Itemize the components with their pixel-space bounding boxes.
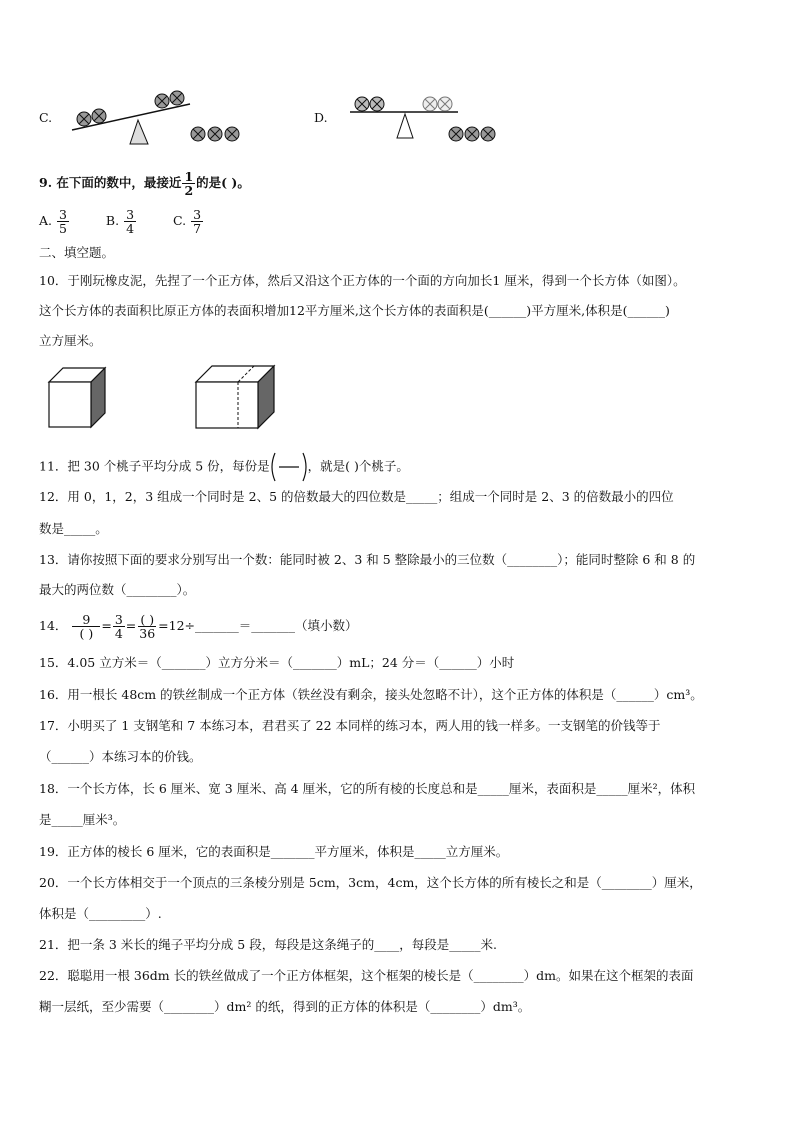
fraction [182, 170, 195, 197]
option-label: B. [105, 213, 120, 228]
question-10-line2: 这个长方体的表面积比原正方体的表面积增加12平方厘米,这个长方体的表面积是(______)平方厘米,体积是(______) [39, 303, 670, 318]
question-20-line1: 20．一个长方体相交于一个顶点的三条棱分别是 5cm，3cm，4cm，这个长方体的所有棱长之和是（________）厘米， [39, 875, 702, 890]
question-12-line2: 数是_____。 [39, 521, 108, 536]
question-9 [39, 170, 250, 197]
question-16: 16．用一根长 48cm 的铁丝制成一个正方体（铁丝没有剩余，接头处忽略不计），这个正方体的体积是（______）cm³。 [39, 687, 703, 702]
option-c[interactable] [173, 207, 204, 236]
fraction [191, 208, 203, 235]
question-17-line1: 17．小明买了 1 支钢笔和 7 本练习本，君君买了 22 本同样的练习本，两人用的钱一样多。一支钢笔的价钱等于 [39, 718, 661, 733]
cuboid-figure [196, 366, 276, 430]
balance-scale-c [70, 88, 255, 148]
fraction [72, 613, 100, 640]
fraction-numerator: 3 [114, 612, 123, 627]
question-9-options [39, 206, 204, 236]
fraction [113, 613, 125, 640]
question-text: 的是( )。 [196, 175, 250, 190]
option-label: C. [173, 213, 187, 228]
question-12-line1: 12．用 0，1，2，3 组成一个同时是 2、5 的倍数最大的四位数是_____；组成一个同时是 2、3 的倍数最小的四位 [39, 489, 674, 504]
fraction-numerator: 3 [193, 207, 202, 222]
fraction-denominator[interactable]: ( ) [79, 626, 94, 641]
fraction-denominator: 4 [114, 626, 123, 641]
question-number: 9. [39, 175, 53, 190]
question-22-line1: 22．聪聪用一根 36dm 长的铁丝做成了一个正方体框架，这个框架的棱长是（________）dm。如果在这个框架的表面 [39, 968, 694, 983]
fraction [57, 208, 69, 235]
question-14: 14． $\frac{9}{( )}$ = $\frac{3}{4}$ = $\frac{( )}{36}$ =12÷_______＝_______（填小数） [39, 612, 358, 641]
question-15: 15．4.05 立方米＝（_______）立方分米＝（_______）mL；24 分＝（______）小时 [39, 655, 515, 670]
option-b[interactable] [105, 207, 137, 236]
fraction-numerator[interactable]: ( ) [140, 612, 155, 627]
option-d-label: D. [314, 110, 328, 125]
fraction-numerator: 3 [59, 207, 67, 222]
question-17-line2: （______）本练习本的价钱。 [39, 749, 202, 764]
question-13-line1: 13．请你按照下面的要求分别写出一个数：能同时被 2、3 和 5 整除最小的三位数（________）；能同时整除 6 和 8 的 [39, 552, 696, 567]
weight-icon [449, 127, 495, 141]
question-text: =12÷_______＝_______（填小数） [158, 618, 358, 633]
question-13-line2: 最大的两位数（________）。 [39, 582, 196, 597]
section-title: 二、填空题。 [39, 245, 115, 260]
question-number: 14． [39, 618, 68, 633]
question-21: 21．把一条 3 米长的绳子平均分成 5 段，每段是这条绳子的____，每段是_____米. [39, 937, 497, 952]
weight-icon [191, 127, 239, 141]
question-22-line2: 糊一层纸，至少需要（________）dm² 的纸，得到的正方体的体积是（________）dm³。 [39, 999, 531, 1014]
balance-scale-d [348, 92, 508, 147]
question-text: ，就是( )个桃子。 [307, 458, 409, 474]
fraction-denominator: 36 [139, 626, 156, 641]
question-10-line1: 10．于刚玩橡皮泥，先捏了一个正方体，然后又沿这个正方体的一个面的方向加长1 厘米，得到一个长方体（如图）。 [39, 273, 686, 288]
option-a[interactable] [39, 207, 70, 236]
question-11 [39, 452, 409, 482]
question-20-line2: 体积是（_________）. [39, 906, 162, 921]
fraction-denominator: 7 [193, 221, 202, 236]
fraction [137, 613, 157, 640]
weight-icon [423, 97, 452, 111]
fraction [124, 208, 136, 235]
cube-figure [49, 368, 111, 430]
question-text: 11．把 30 个桃子平均分成 5 份，每份是 [39, 458, 270, 474]
question-10-line3: 立方厘米。 [39, 333, 102, 348]
weight-icon [355, 97, 384, 111]
question-text: 在下面的数中，最接近 [56, 175, 182, 190]
fraction-denominator: 4 [126, 221, 135, 236]
question-18-line2: 是_____厘米³。 [39, 812, 126, 827]
fraction-denominator: 2 [184, 183, 194, 198]
fraction-numerator: 1 [184, 169, 194, 184]
option-c-label: C. [39, 110, 53, 125]
weight-icon [155, 91, 184, 108]
question-19: 19．正方体的棱长 6 厘米，它的表面积是_______平方厘米，体积是_____立方厘米。 [39, 844, 509, 859]
fraction-denominator: 5 [59, 221, 67, 236]
fraction-numerator: 3 [126, 207, 135, 222]
option-label: A. [39, 213, 53, 228]
fraction-numerator: 9 [72, 613, 100, 627]
question-18-line1: 18．一个长方体，长 6 厘米、宽 3 厘米、高 4 厘米，它的所有棱的长度总和是_____厘米，表面积是_____厘米²，体积 [39, 781, 696, 796]
fraction-blank[interactable] [270, 452, 308, 482]
